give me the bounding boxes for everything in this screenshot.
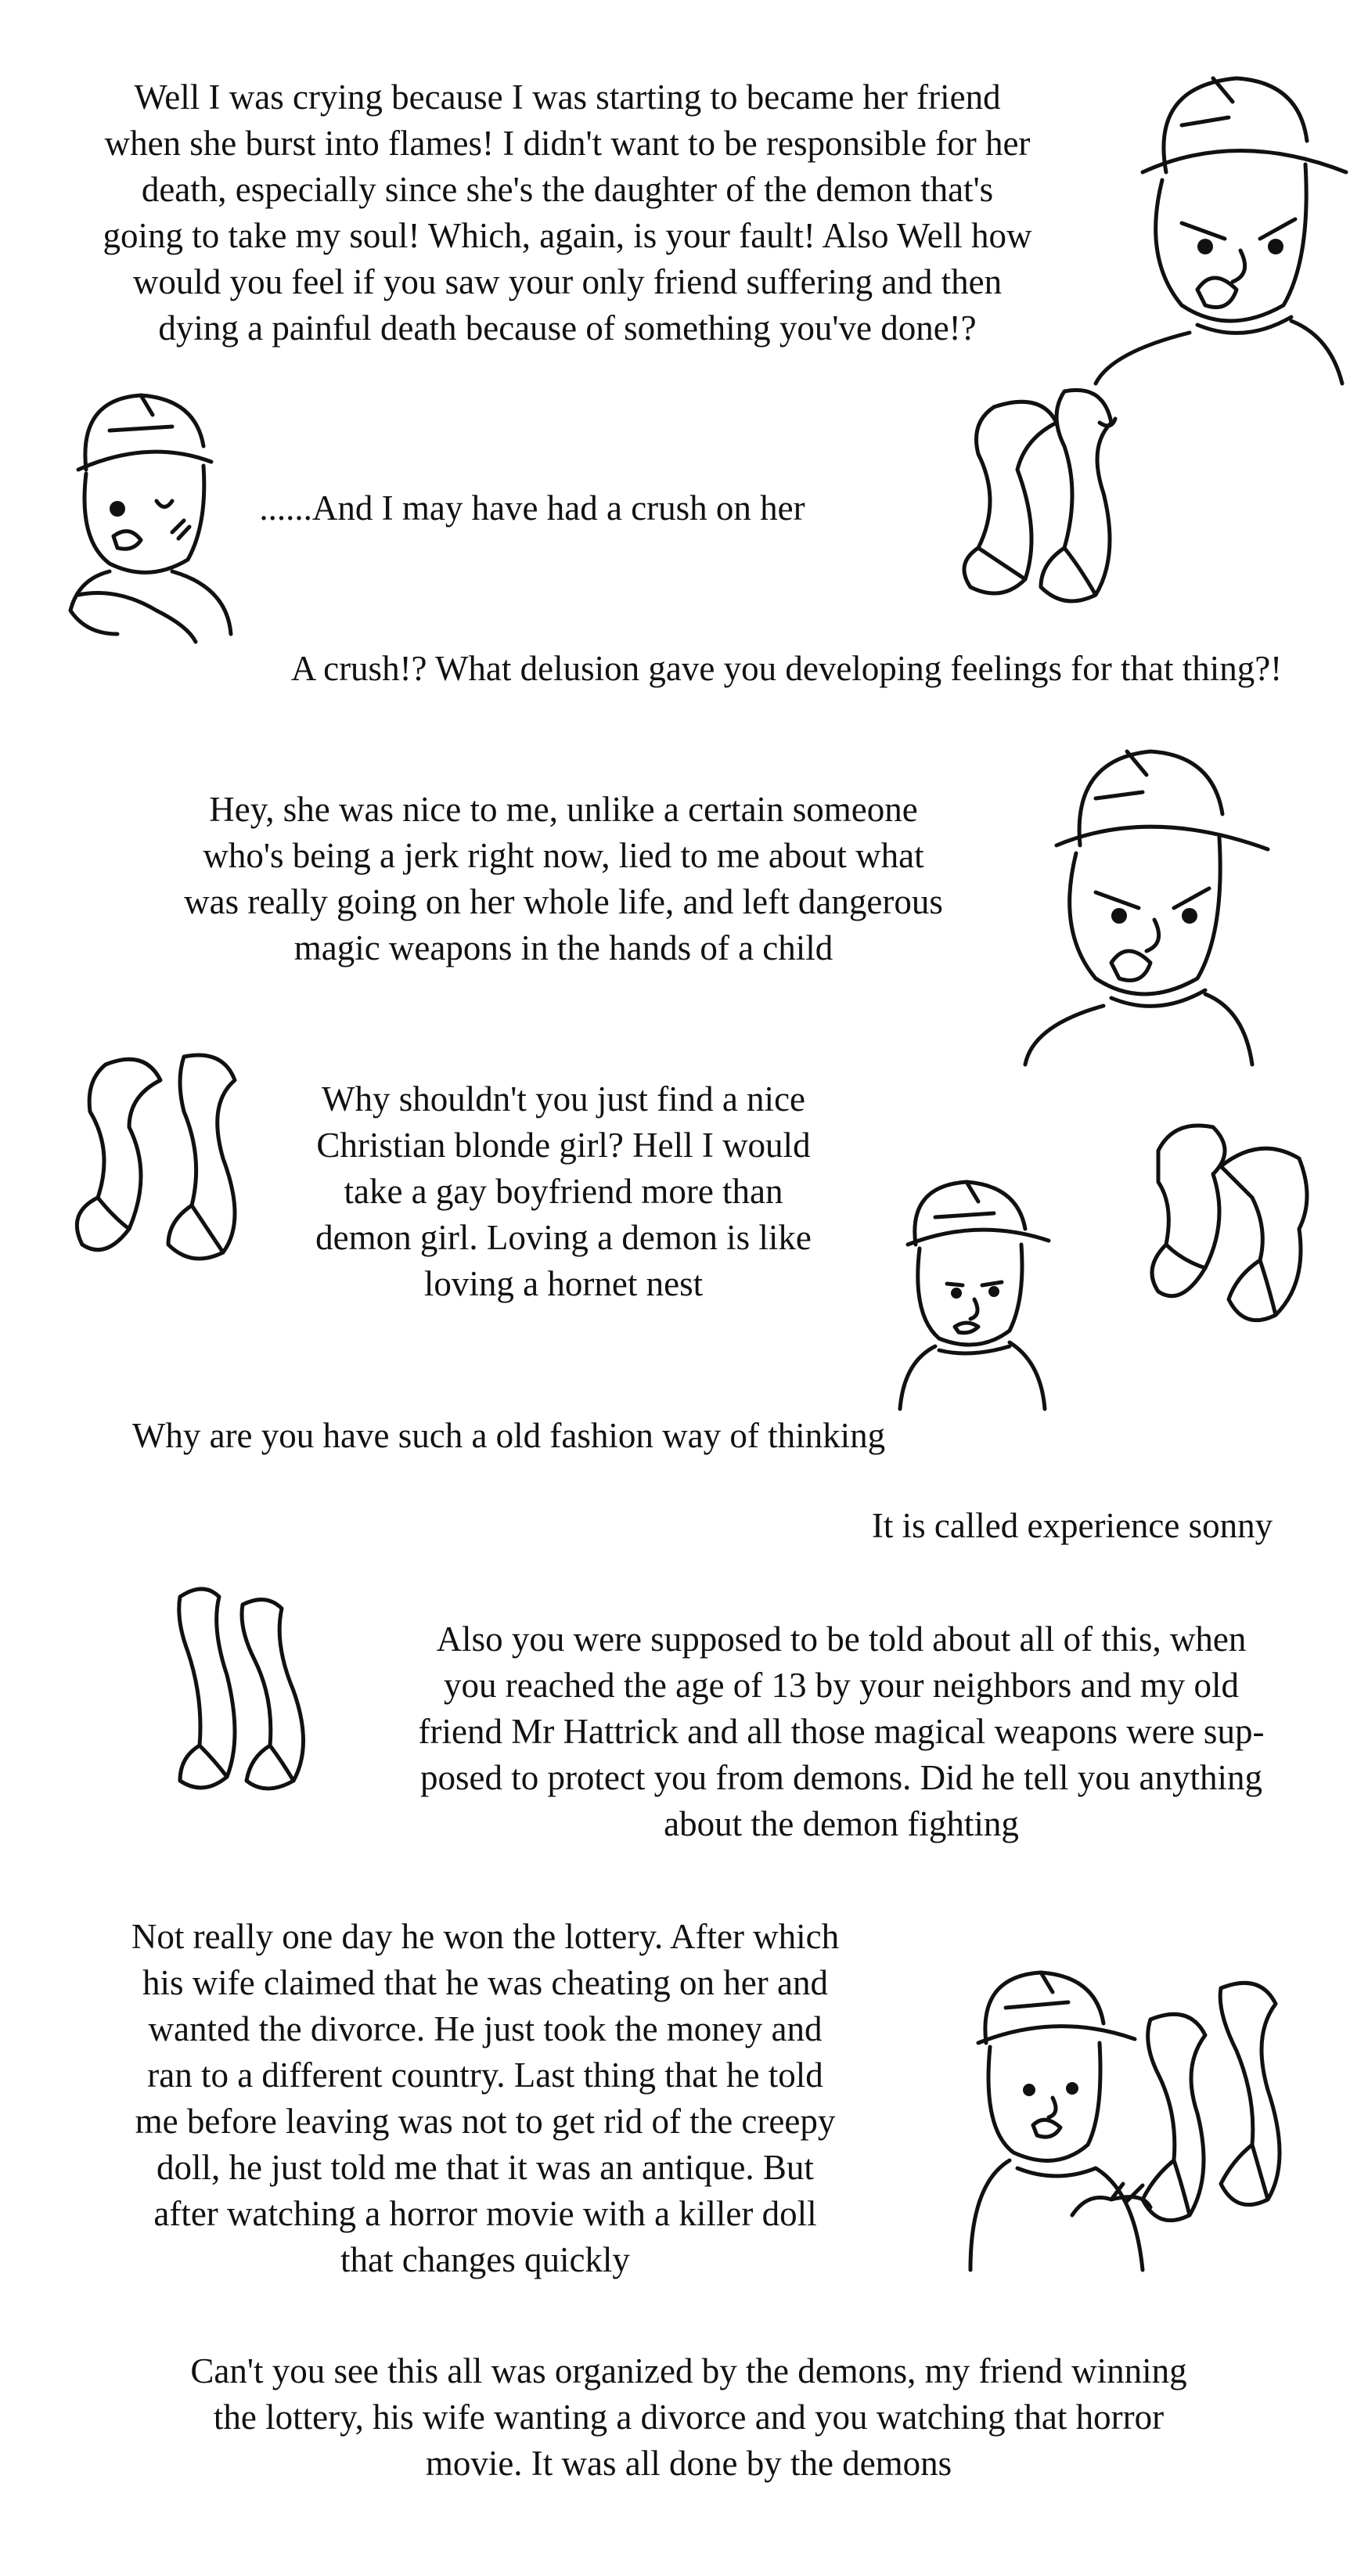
- dialogue-line-4: Hey, she was nice to me, unlike a certain someone who's being a jerk right now, lied to me about what was really going on her whole life, and left dangerous magic weapons in the hands of a child: [184, 790, 943, 967]
- socks-pair-drawing-4: [164, 1581, 321, 1808]
- socks-pair-drawing: [947, 376, 1135, 626]
- socks-pair-drawing-2: [67, 1041, 262, 1292]
- dialogue-line-3: A crush!? What delusion gave you developing feelings for that thing?!: [290, 649, 1283, 688]
- dialogue-line-8: Also you were supposed to be told about all of this, when you reached the age of 13 by your neighbors and my old friend Mr Hattrick and all those magical weapons were sup- posed to protect you from demons. Did he tell you anything about the demon fighting: [418, 1619, 1265, 1843]
- boy-worried-drawing: [892, 1174, 1049, 1425]
- dialogue-line-7: It is called experience sonny: [871, 1506, 1273, 1545]
- dialogue-line-1: Well I was crying because I was starting to became her friend when she burst into flames! I didn't want to be responsible for her death, especially since she's the daughter of the demon that's going to take my soul! Which, again, is your fault! Also Well how would you feel if you saw your only friend suffering and then dying a painful death because of something you've done!?: [103, 77, 1032, 348]
- boy-with-socks-drawing: [955, 1957, 1315, 2286]
- socks-pair-drawing-3: [1135, 1104, 1338, 1338]
- dialogue-line-6: Why are you have such a old fashion way of thinking: [131, 1416, 886, 1455]
- dialogue-line-5: Why shouldn't you just find a nice Christian blonde girl? Hell I would take a gay boyfriend more than demon girl. Loving a demon is like loving a hornet nest: [315, 1079, 812, 1303]
- boy-angry-drawing: [1096, 55, 1346, 399]
- dialogue-line-2: ......And I may have had a crush on her: [259, 488, 805, 528]
- dialogue-line-9: Not really one day he won the lottery. After which his wife claimed that he was cheating on her and wanted the divorce. He just took the money and ran to a different country. Last thing that he told me before leaving was not to get rid of the creepy doll, he just told me that it was an antique. But after watching a horror movie with a killer doll that changes quickly: [131, 1917, 840, 2279]
- boy-blushing-drawing: [55, 384, 235, 650]
- dialogue-line-10: Can't you see this all was organized by the demons, my friend winning the lottery, his wife wanting a divorce and you watching that horror movie. It was all done by the demons: [190, 2351, 1187, 2483]
- boy-angry-drawing-2: [1017, 736, 1268, 1080]
